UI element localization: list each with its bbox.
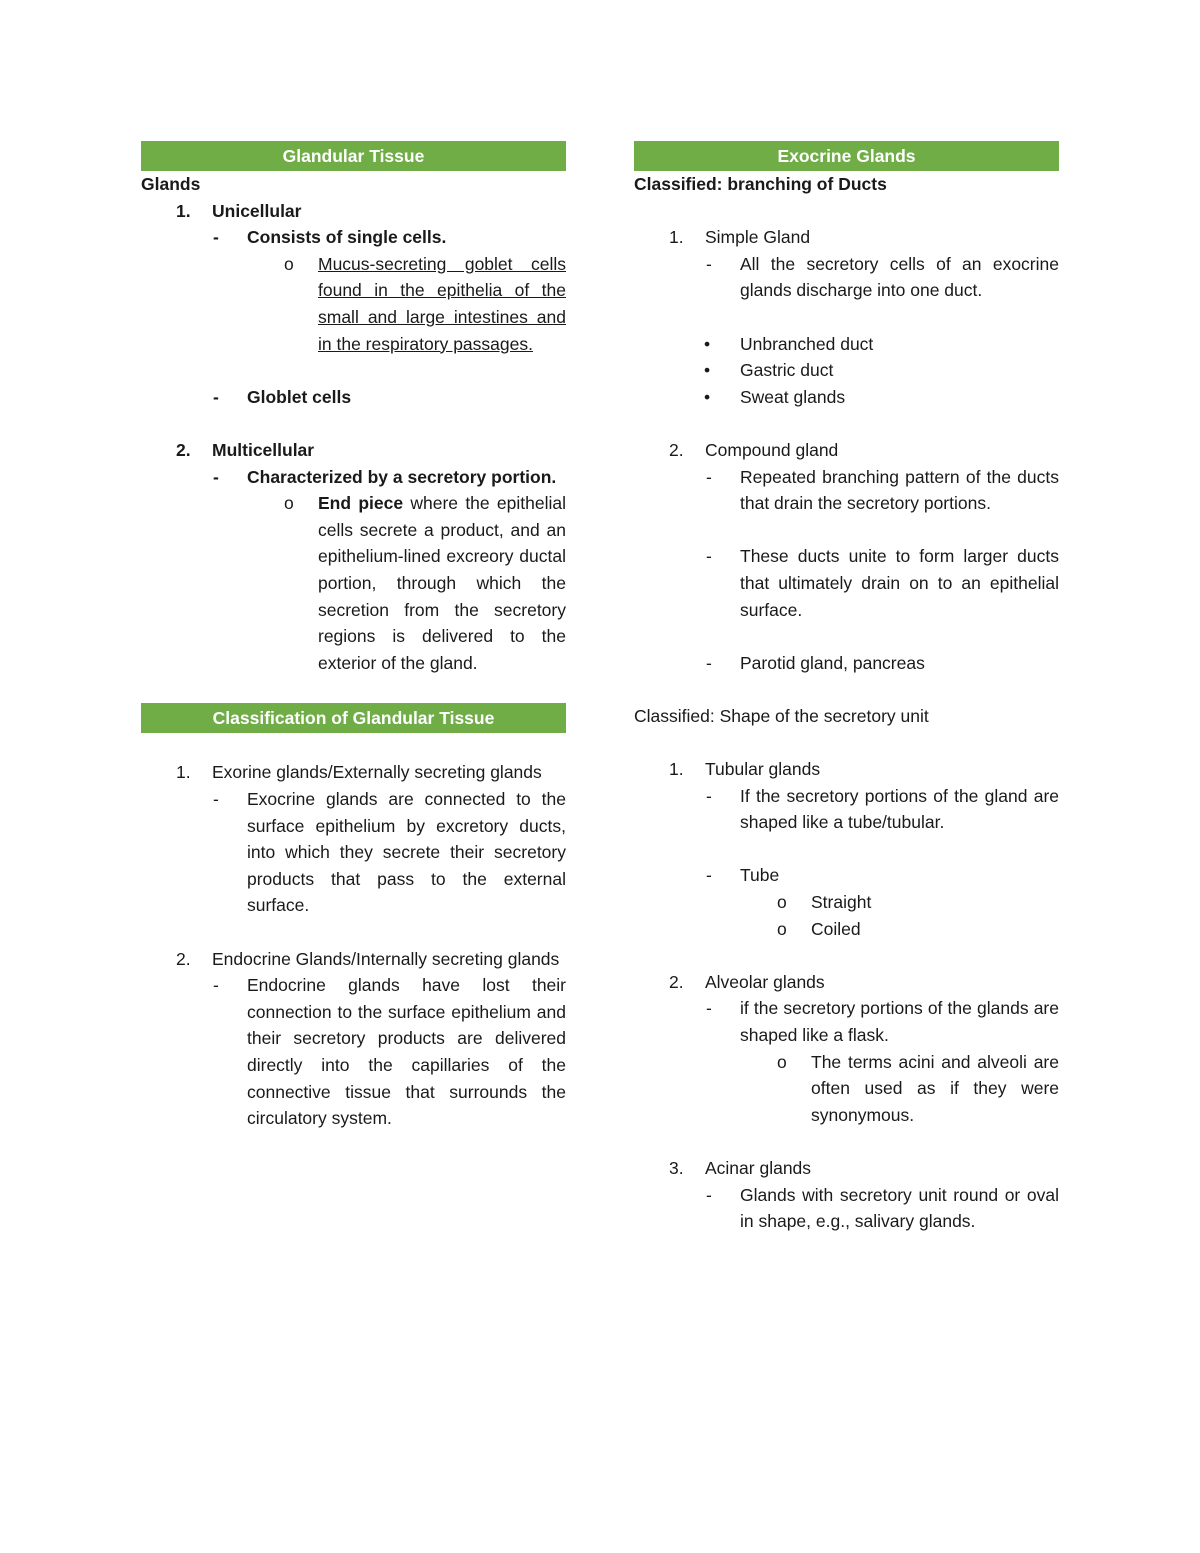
simple-gland-desc: All the secretory cells of an exocrine glands discharge into one duct. (740, 253, 1059, 301)
multicellular-label: Multicellular (212, 439, 315, 460)
bullet-text: Sweat glands (740, 386, 846, 407)
unicellular-label: Unicellular (212, 200, 302, 221)
acinar-item (634, 1155, 1059, 1182)
compound-desc-2: These ducts unite to form larger ducts that ultimately drain on to an epithelial surface. (740, 546, 1059, 620)
multicellular-item (141, 437, 566, 464)
tubular-label: Tubular glands (705, 759, 821, 780)
dash-marker: - (706, 785, 712, 806)
acinar-label: Acinar glands (705, 1157, 812, 1178)
right-column (634, 141, 1059, 1235)
unicellular-sub-text: Mucus-secreting goblet cells found in the epithelia of the small and large intestines and in the respiratory passages. (318, 253, 566, 354)
multicellular-desc: Characterized by a secretory portion. (247, 466, 557, 487)
multicellular-desc-item (141, 464, 566, 491)
exocrine-desc: Exocrine glands are connected to the surface epithelium by excretory ducts, into which they secrete their secretory products that pass to the external surface. (247, 789, 566, 916)
glandular-tissue-header: Glandular Tissue (141, 141, 566, 171)
circle-marker: o (777, 892, 787, 913)
list-number: 2. (176, 948, 191, 969)
tube-sub-item (634, 889, 1059, 916)
alveolar-sub-item (634, 1049, 1059, 1129)
bullet-item (634, 331, 1059, 358)
alveolar-item (634, 969, 1059, 996)
dash-marker: - (706, 865, 712, 886)
goblet-item (141, 384, 566, 411)
dash-marker: - (213, 227, 219, 248)
endocrine-label: Endocrine Glands/Internally secreting glands (212, 948, 560, 969)
circle-marker: o (777, 1051, 787, 1072)
unicellular-item (141, 198, 566, 225)
list-number: 1. (176, 762, 191, 783)
simple-gland-desc-item (634, 251, 1059, 304)
acinar-desc-item (634, 1182, 1059, 1235)
simple-gland-item (634, 224, 1059, 251)
shape-title: Classified: Shape of the secretory unit (634, 705, 929, 726)
left-column (141, 141, 566, 1132)
bullet-marker: • (704, 333, 711, 354)
dash-marker: - (706, 998, 712, 1019)
branching-title: Classified: branching of Ducts (634, 174, 887, 194)
goblet-text: Globlet cells (247, 386, 352, 407)
bullet-item (634, 357, 1059, 384)
bullet-text: Unbranched duct (740, 333, 874, 354)
unicellular-desc-item (141, 224, 566, 251)
acinar-desc: Glands with secretory unit round or oval in shape, e.g., salivary glands. (740, 1184, 1059, 1232)
end-piece-term: End piece (318, 493, 404, 514)
simple-gland-label: Simple Gland (705, 227, 811, 248)
dash-marker: - (706, 466, 712, 487)
dash-marker: - (213, 975, 219, 996)
tube-coiled: Coiled (811, 918, 861, 939)
endocrine-desc: Endocrine glands have lost their connection to the surface epithelium and their secretory products are delivered directly into the capillaries of the connective tissue that surrounds the circulatory system. (247, 975, 566, 1129)
alveolar-desc-item (634, 995, 1059, 1048)
unicellular-sub-item (141, 251, 566, 357)
circle-marker: o (777, 918, 787, 939)
end-piece-text (318, 490, 566, 676)
tube-label: Tube (740, 865, 780, 886)
compound-desc-item (634, 464, 1059, 517)
list-number: 2. (176, 439, 191, 460)
unicellular-desc: Consists of single cells. (247, 227, 447, 248)
dash-marker: - (706, 1184, 712, 1205)
tubular-desc-item (634, 783, 1059, 836)
compound-desc-item (634, 543, 1059, 623)
bullet-marker: • (704, 360, 711, 381)
list-number: 1. (669, 759, 684, 780)
list-number: 1. (176, 200, 191, 221)
dash-marker: - (706, 546, 712, 567)
compound-desc-1: Repeated branching pattern of the ducts that drain the secretory portions. (740, 466, 1059, 514)
list-number: 2. (669, 971, 684, 992)
bullet-item (634, 384, 1059, 411)
exocrine-desc-item (141, 786, 566, 919)
dash-marker: - (706, 652, 712, 673)
tubular-desc: If the secretory portions of the gland are shaped like a tube/tubular. (740, 785, 1059, 833)
bullet-text: Gastric duct (740, 360, 834, 381)
dash-marker: - (213, 386, 219, 407)
glands-title: Glands (141, 174, 201, 194)
compound-gland-item (634, 437, 1059, 464)
exocrine-glands-header: Exocrine Glands (634, 141, 1059, 171)
circle-marker: o (284, 253, 294, 274)
dash-marker: - (213, 466, 219, 487)
exocrine-item (141, 759, 566, 786)
compound-desc-3: Parotid gland, pancreas (740, 652, 925, 673)
circle-marker: o (284, 493, 294, 514)
tubular-item (634, 756, 1059, 783)
dash-marker: - (213, 789, 219, 810)
alveolar-desc: if the secretory portions of the glands are shaped like a flask. (740, 998, 1059, 1045)
bullet-marker: • (704, 386, 711, 407)
exocrine-label: Exorine glands/Externally secreting glands (212, 762, 542, 783)
list-number: 3. (669, 1157, 684, 1178)
classification-header: Classification of Glandular Tissue (141, 703, 566, 733)
multicellular-sub-item (141, 490, 566, 676)
alveolar-sub-text: The terms acini and alveoli are often used as if they were synonymous. (811, 1051, 1059, 1125)
tube-straight: Straight (811, 892, 872, 913)
alveolar-label: Alveolar glands (705, 971, 825, 992)
end-piece-desc: where the epithelial cells secrete a product, and an epithelium-lined excreory ductal portion, through which the secretion from the secretory regions is delivered to the exterior of the gland. (318, 493, 567, 673)
tube-sub-item (634, 916, 1059, 943)
endocrine-desc-item (141, 972, 566, 1132)
compound-gland-label: Compound gland (705, 439, 839, 460)
list-number: 1. (669, 227, 684, 248)
dash-marker: - (706, 253, 712, 274)
compound-desc-item (634, 650, 1059, 677)
list-number: 2. (669, 439, 684, 460)
endocrine-item (141, 946, 566, 973)
tube-item (634, 862, 1059, 889)
